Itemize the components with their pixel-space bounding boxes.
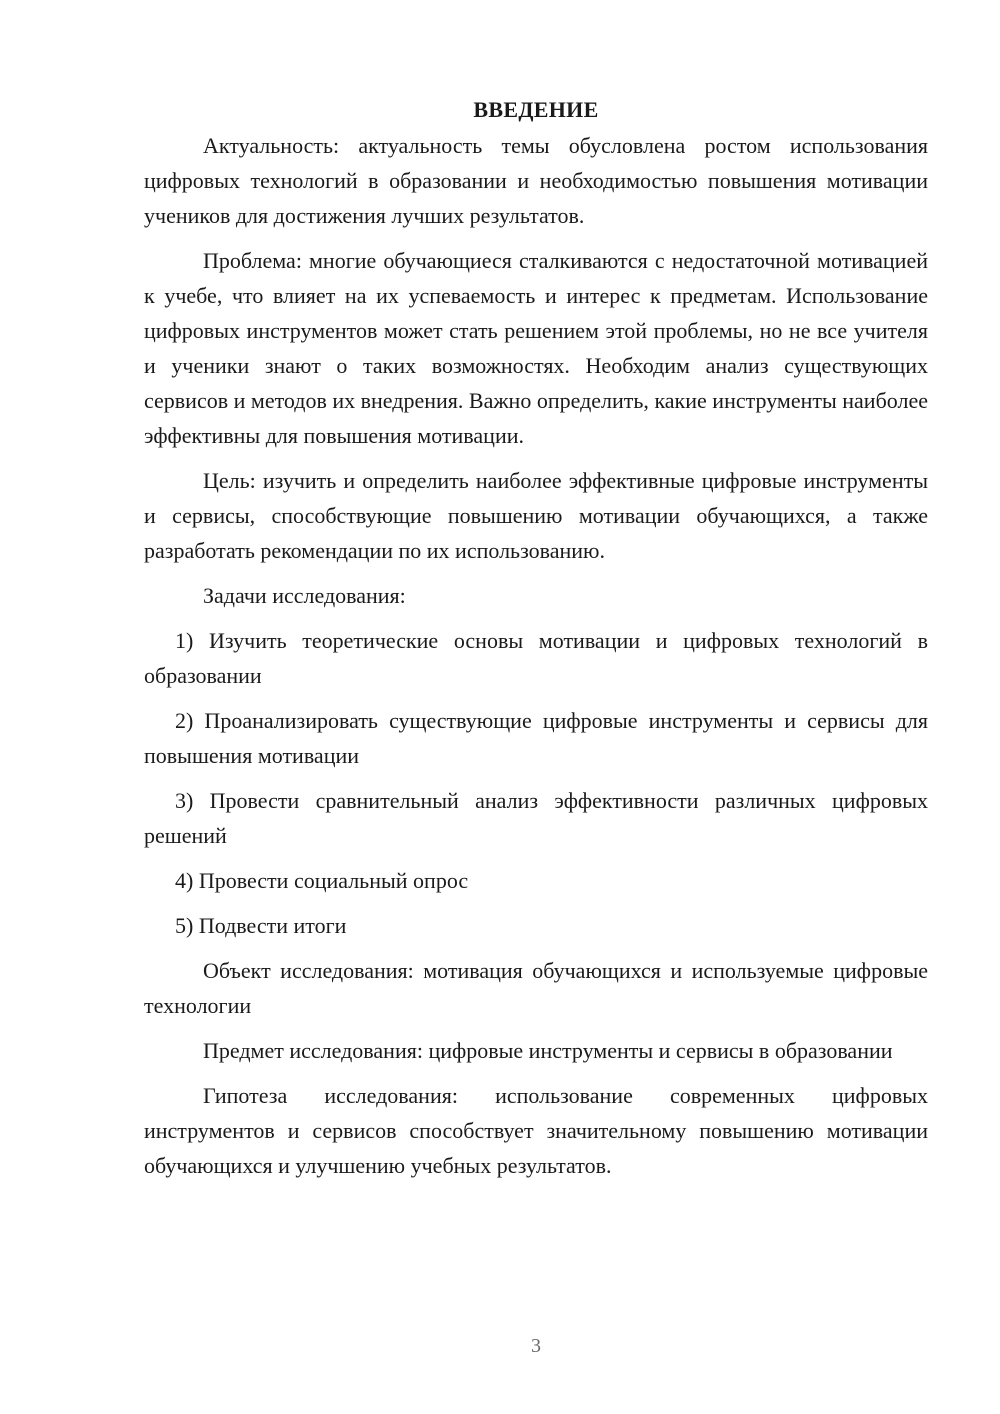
task-item-5: 5) Подвести итоги — [175, 913, 347, 938]
subject-paragraph: Предмет исследования: цифровые инструменты и сервисы в образовании — [203, 1038, 893, 1063]
problem-paragraph: Проблема: многие обучающиеся сталкиваются с недостаточной мотивацией к учебе, что влияет на их успеваемость и интерес к предметам. Использование цифровых инструментов может стать решением этой проблемы, но не все учителя и ученики знают о таких возможностях. Необходим анализ существующих сервисов и методов их внедрения. Важно определить, какие инструменты наиболее эффективны для повышения мотивации. — [144, 248, 928, 448]
task-item-4: 4) Провести социальный опрос — [175, 868, 469, 893]
task-item-1: 1) Изучить теоретические основы мотивации и цифровых технологий в образовании — [144, 628, 928, 688]
task-item-3: 3) Провести сравнительный анализ эффективности различных цифровых решений — [144, 788, 928, 848]
task-item-2: 2) Проанализировать существующие цифровые инструменты и сервисы для повышения мотивации — [144, 708, 928, 768]
page-title: ВВЕДЕНИЕ — [473, 97, 599, 122]
tasks-title: Задачи исследования: — [203, 583, 406, 608]
relevance-paragraph: Актуальность: актуальность темы обусловлена ростом использования цифровых технологий в образовании и необходимостью повышения мотивации учеников для достижения лучших результатов. — [144, 133, 928, 228]
hypothesis-paragraph: Гипотеза исследования: использование современных цифровых инструментов и сервисов способствует значительному повышению мотивации обучающихся и улучшению учебных результатов. — [144, 1083, 928, 1178]
document-page — [144, 94, 928, 1193]
goal-paragraph: Цель: изучить и определить наиболее эффективные цифровые инструменты и сервисы, способствующие повышению мотивации обучающихся, а также разработать рекомендации по их использованию. — [144, 468, 928, 563]
page-number: 3 — [531, 1335, 541, 1357]
object-paragraph: Объект исследования: мотивация обучающихся и используемые цифровые технологии — [144, 958, 928, 1018]
